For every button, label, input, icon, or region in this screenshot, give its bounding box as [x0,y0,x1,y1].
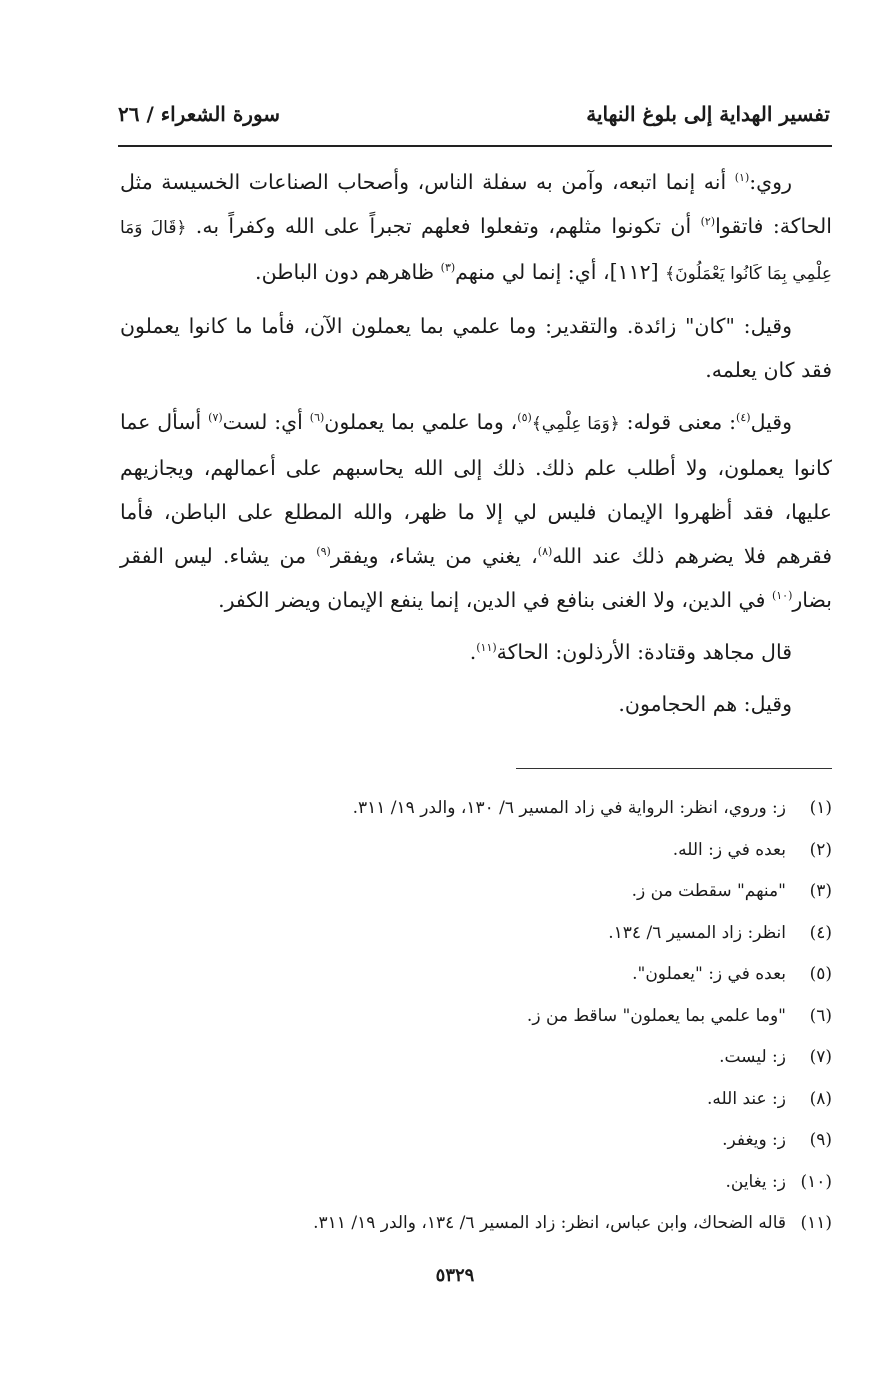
main-text [120,160,832,734]
footnote-text: ز: ويغفر. [722,1130,786,1150]
text-run: وقيل [750,410,792,434]
footnote-text: "منهم" سقطت من ز. [631,881,786,901]
page-number: ٥٣٢٩ [435,1265,475,1286]
surah-page-label: سورة الشعراء / ٢٦ [118,102,281,126]
paragraph-2: وقيل: "كان" زائدة. والتقدير: وما علمي بما يعملون الآن، فأما ما كانوا يعملون فقد كان يعلمه. [120,314,832,382]
footnote-ref: (١٠) [771,589,793,603]
footnote-item [120,830,832,872]
text-run: ، يغني من يشاء، ويفقر [330,544,538,568]
footnote-text: ز: يغاين. [725,1171,786,1192]
running-header [118,98,830,138]
quran-verse: ﴿وَمَا عِلْمِي﴾ [531,414,620,434]
text-run: من يشاء. ليس الفقر بضار [120,544,832,612]
paragraph-1 [120,160,832,296]
book-title: تفسير الهداية إلى بلوغ النهاية [586,102,830,126]
footnote-number: (٩) [809,1130,832,1150]
footnote-text: انظر: زاد المسير ٦/ ١٣٤. [608,922,786,943]
footnote-item [120,913,832,955]
text-run: ، وما علمي بما يعملون [324,410,518,434]
footnote-number: (٤) [809,922,832,943]
paragraph-5: وقيل: هم الحجامون. [618,692,792,716]
footnote-number: (١١) [800,1213,832,1233]
footnotes-list [120,788,832,1245]
footnote-item [120,871,832,913]
footnote-ref: (٤) [736,411,751,425]
footnote-text: قاله الضحاك، وابن عباس، انظر: زاد المسير ٦/ ١٣٤، والدر ١٩/ ٣١١. [313,1213,786,1233]
text-run: في الدين، ولا الغنى بنافع في الدين، إنما ينفع الإيمان ويضر الكفر. [218,588,772,612]
footnote-number: (١٠) [800,1171,832,1192]
footnote-item [120,788,832,830]
text-run: . [469,640,477,664]
text-run: : معنى قوله: [619,410,737,434]
footnote-ref: (١) [734,171,750,185]
footnote-text: بعده في ز: الله. [672,839,786,860]
footnote-text: بعده في ز: "يعملون". [632,964,786,984]
footnote-item [120,1037,832,1079]
footnote-number: (٦) [809,1005,832,1026]
footnote-number: (١) [809,798,832,818]
footnote-item [120,954,832,996]
footnote-number: (٢) [809,839,832,860]
text-run: أنه إنما اتبعه، وآمن به سفلة الناس، وأصحاب الصناعات الخسيسة مثل الحاكة: فاتقوا [120,170,832,238]
text-run: أن تكونوا مثلهم، وتفعلوا فعلهم تجبراً على الله وكفراً به. [186,214,701,238]
footnote-ref: (٧) [208,411,223,425]
footnote-ref: (٩) [316,545,331,559]
footnote-item [120,1203,832,1245]
paragraph-4 [120,630,832,674]
footnote-ref: (١١) [476,641,497,655]
text-run: روي: [749,170,792,194]
text-run: [١١٢]، أي: إنما لي منهم [455,260,666,284]
footnote-item [120,1162,832,1204]
footnote-number: (٣) [809,881,832,901]
footnote-ref: (٥) [517,411,532,425]
footnote-item [120,996,832,1038]
text-run: ظاهرهم دون الباطن. [255,260,441,284]
footnote-number: (٨) [809,1088,832,1109]
text-run: أسأل عما كانوا يعملون، ولا أطلب علم ذلك. ذلك إلى الله يحاسبهم على أعمالهم، ويجازيهم عليها، فقد أظهروا الإيمان فليس لي إلا ما ظهر، والله المطلع على الباطن، فأما فقرهم فلا يضرهم ذلك عند الله [120,410,832,568]
footnote-item [120,1120,832,1162]
footnote-text: ز: وروي، انظر: الرواية في زاد المسير ٦/ ١٣٠، والدر ١٩/ ٣١١. [352,798,786,818]
header-divider [118,145,832,147]
paragraph-3 [120,400,832,622]
footnote-ref: (٦) [309,411,325,425]
quran-verse: ﴿قَالَ وَمَا عِلْمِي بِمَا كَانُوا يَعْمَلُونَ﴾ [120,218,832,284]
footnote-text: ز: عند الله. [707,1088,786,1109]
footnote-text: ز: ليست. [719,1047,786,1067]
footnote-number: (٧) [809,1047,832,1067]
footnote-ref: (٢) [700,215,716,229]
footnote-divider [516,768,832,769]
footnote-ref: (٨) [537,545,553,559]
footnote-ref: (٣) [440,261,456,275]
footnote-item [120,1079,832,1121]
text-run: أي: لست [222,410,310,434]
footnote-text: "وما علمي بما يعملون" ساقط من ز. [526,1005,786,1026]
text-run: قال مجاهد وقتادة: الأرذلون: الحاكة [496,640,792,664]
footnote-number: (٥) [809,964,832,984]
